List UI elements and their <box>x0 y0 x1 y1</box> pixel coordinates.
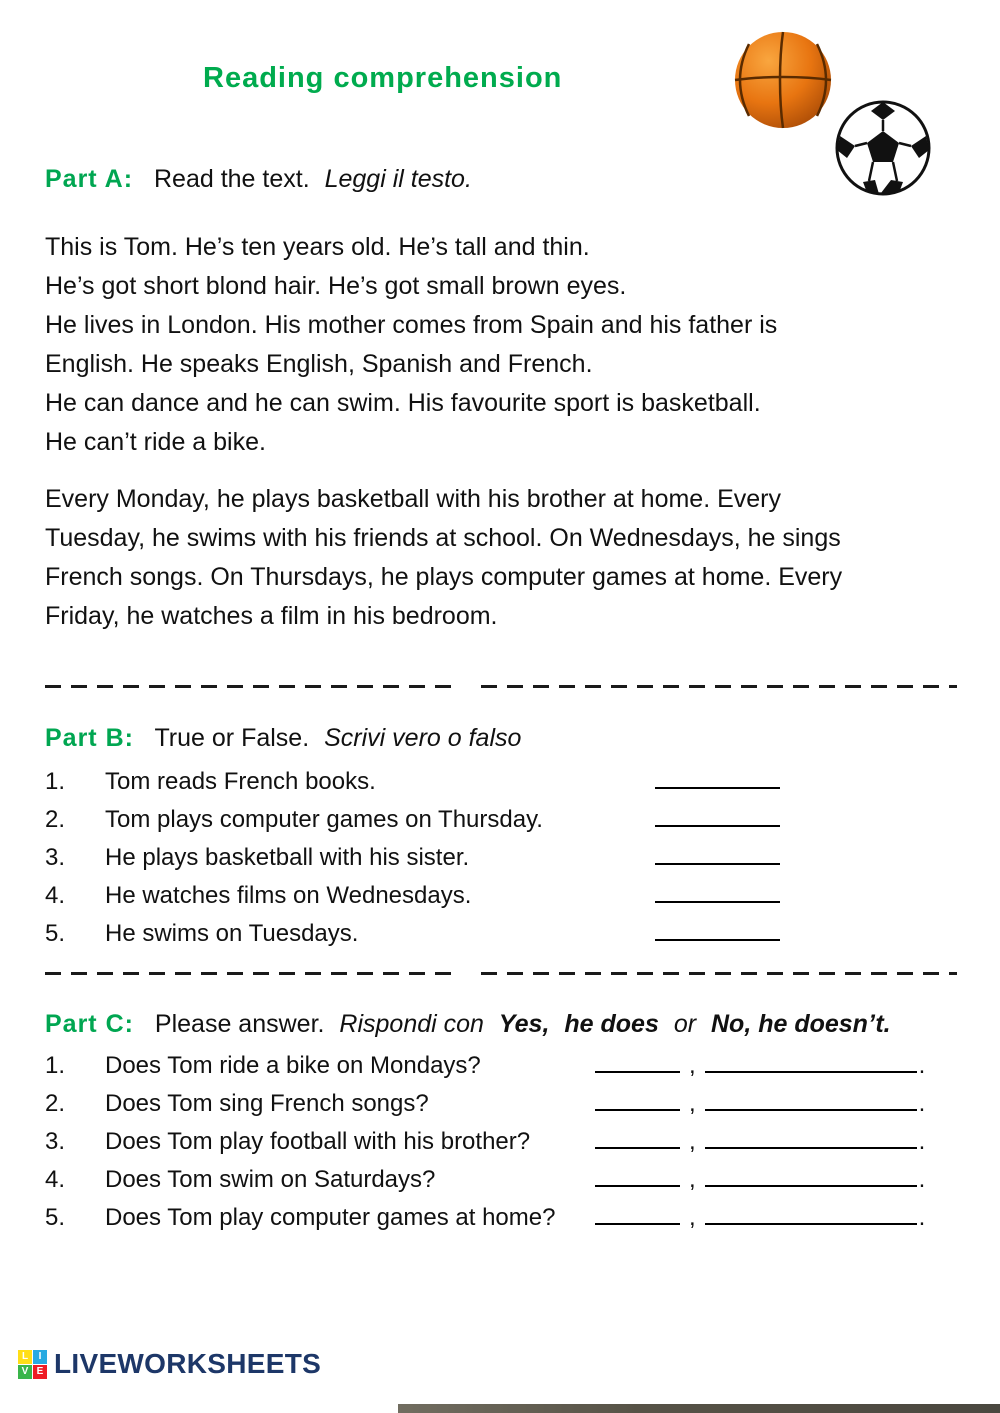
part-c-question-list <box>45 1052 925 1242</box>
blank-terminator: . <box>918 1128 926 1155</box>
part-a-instruction: Read the text. <box>153 165 310 193</box>
logo-square-l: L <box>18 1350 32 1364</box>
part-a-instruction-italian: Leggi il testo. <box>324 165 472 193</box>
answer-blank-long[interactable] <box>705 1205 917 1225</box>
question-row <box>45 806 780 844</box>
question-row <box>45 768 780 806</box>
part-a-label: Part A: <box>45 165 134 193</box>
question-row <box>45 882 780 920</box>
blank-terminator: . <box>918 1052 926 1079</box>
question-text: He swims on Tuesdays. <box>105 920 359 947</box>
text-line: Tuesday, he swims with his friends at school. On Wednesdays, he sings <box>45 524 841 552</box>
answer-blank-short[interactable] <box>595 1205 680 1225</box>
basketball-icon <box>733 30 833 130</box>
bottom-crop-strip <box>398 1404 1000 1413</box>
answer-blank-short[interactable] <box>595 1167 680 1187</box>
part-c-instruction: Please answer. <box>154 1010 325 1038</box>
part-c-answer-option-yes-full: he does <box>564 1010 659 1038</box>
answer-blank[interactable] <box>655 921 780 941</box>
question-number: 2. <box>45 1090 66 1117</box>
question-number: 5. <box>45 1204 66 1231</box>
divider-dashes <box>481 685 957 688</box>
basketball-image <box>733 30 833 135</box>
blank-separator: , <box>689 1128 696 1155</box>
question-row <box>45 1204 925 1242</box>
part-c-instruction-italian: Rispondi con <box>339 1010 484 1038</box>
question-number: 2. <box>45 806 66 833</box>
blank-separator: , <box>689 1166 696 1193</box>
answer-blank-long[interactable] <box>705 1091 917 1111</box>
text-line: He can’t ride a bike. <box>45 428 266 456</box>
reading-text-paragraph-2 <box>45 480 975 636</box>
part-c-header <box>45 1010 891 1039</box>
section-divider <box>45 685 957 688</box>
logo-square-v: V <box>18 1365 32 1379</box>
question-number: 1. <box>45 768 66 795</box>
question-row <box>45 1090 925 1128</box>
question-number: 3. <box>45 844 66 871</box>
part-c-answer-option-no: No, he doesn’t. <box>711 1010 891 1038</box>
blank-separator: , <box>689 1090 696 1117</box>
page-title: Reading comprehension <box>203 62 563 94</box>
liveworksheets-logo-icon <box>18 1350 47 1379</box>
question-text: Does Tom play computer games at home? <box>105 1204 556 1231</box>
section-divider <box>45 972 957 975</box>
part-c-answer-option-yes: Yes, <box>498 1010 550 1038</box>
question-number: 4. <box>45 1166 66 1193</box>
text-line: English. He speaks English, Spanish and French. <box>45 350 593 378</box>
part-b-question-list <box>45 768 780 958</box>
question-text: Tom plays computer games on Thursday. <box>105 806 543 833</box>
answer-blank-short[interactable] <box>595 1053 680 1073</box>
question-text: Does Tom sing French songs? <box>105 1090 429 1117</box>
logo-square-i: I <box>33 1350 47 1364</box>
question-number: 1. <box>45 1052 66 1079</box>
part-c-or-word: or <box>673 1010 697 1038</box>
part-b-label: Part B: <box>45 724 134 752</box>
part-a-header <box>45 165 472 194</box>
text-line: Every Monday, he plays basketball with his brother at home. Every <box>45 485 781 513</box>
text-line: Friday, he watches a film in his bedroom. <box>45 602 498 630</box>
blank-terminator: . <box>918 1090 926 1117</box>
blank-separator: , <box>689 1052 696 1079</box>
divider-dashes <box>481 972 957 975</box>
brand-name: LIVEWORKSHEETS <box>54 1348 322 1379</box>
blank-terminator: . <box>918 1166 926 1193</box>
question-text: Tom reads French books. <box>105 768 376 795</box>
text-line: He can dance and he can swim. His favourite sport is basketball. <box>45 389 761 417</box>
text-line: French songs. On Thursdays, he plays computer games at home. Every <box>45 563 843 591</box>
answer-blank[interactable] <box>655 807 780 827</box>
answer-blank-long[interactable] <box>705 1167 917 1187</box>
blank-terminator: . <box>918 1204 926 1231</box>
part-c-label: Part C: <box>45 1010 134 1038</box>
question-number: 4. <box>45 882 66 909</box>
text-line: He’s got short blond hair. He’s got small brown eyes. <box>45 272 627 300</box>
answer-blank-long[interactable] <box>705 1129 917 1149</box>
question-text: He plays basketball with his sister. <box>105 844 470 871</box>
part-b-header <box>45 724 521 753</box>
question-row <box>45 844 780 882</box>
answer-blank[interactable] <box>655 845 780 865</box>
question-row <box>45 1052 925 1090</box>
answer-blank-short[interactable] <box>595 1091 680 1111</box>
question-number: 3. <box>45 1128 66 1155</box>
part-b-instruction: True or False. <box>154 724 310 752</box>
part-b-instruction-italian: Scrivi vero o falso <box>324 724 522 752</box>
question-text: He watches films on Wednesdays. <box>105 882 472 909</box>
question-row <box>45 1166 925 1204</box>
question-text: Does Tom play football with his brother? <box>105 1128 531 1155</box>
liveworksheets-logo[interactable] <box>18 1348 321 1380</box>
answer-blank[interactable] <box>655 769 780 789</box>
divider-dashes <box>45 685 455 688</box>
question-text: Does Tom swim on Saturdays? <box>105 1166 436 1193</box>
text-line: He lives in London. His mother comes from Spain and his father is <box>45 311 778 339</box>
divider-dashes <box>45 972 455 975</box>
question-text: Does Tom ride a bike on Mondays? <box>105 1052 481 1079</box>
soccer-ball-image <box>833 98 933 203</box>
answer-blank-short[interactable] <box>595 1129 680 1149</box>
answer-blank[interactable] <box>655 883 780 903</box>
question-row <box>45 1128 925 1166</box>
soccer-ball-icon <box>833 98 933 198</box>
logo-square-e: E <box>33 1365 47 1379</box>
answer-blank-long[interactable] <box>705 1053 917 1073</box>
text-line: This is Tom. He’s ten years old. He’s tall and thin. <box>45 233 590 261</box>
question-number: 5. <box>45 920 66 947</box>
question-row <box>45 920 780 958</box>
reading-text-paragraph-1 <box>45 228 975 462</box>
blank-separator: , <box>689 1204 696 1231</box>
